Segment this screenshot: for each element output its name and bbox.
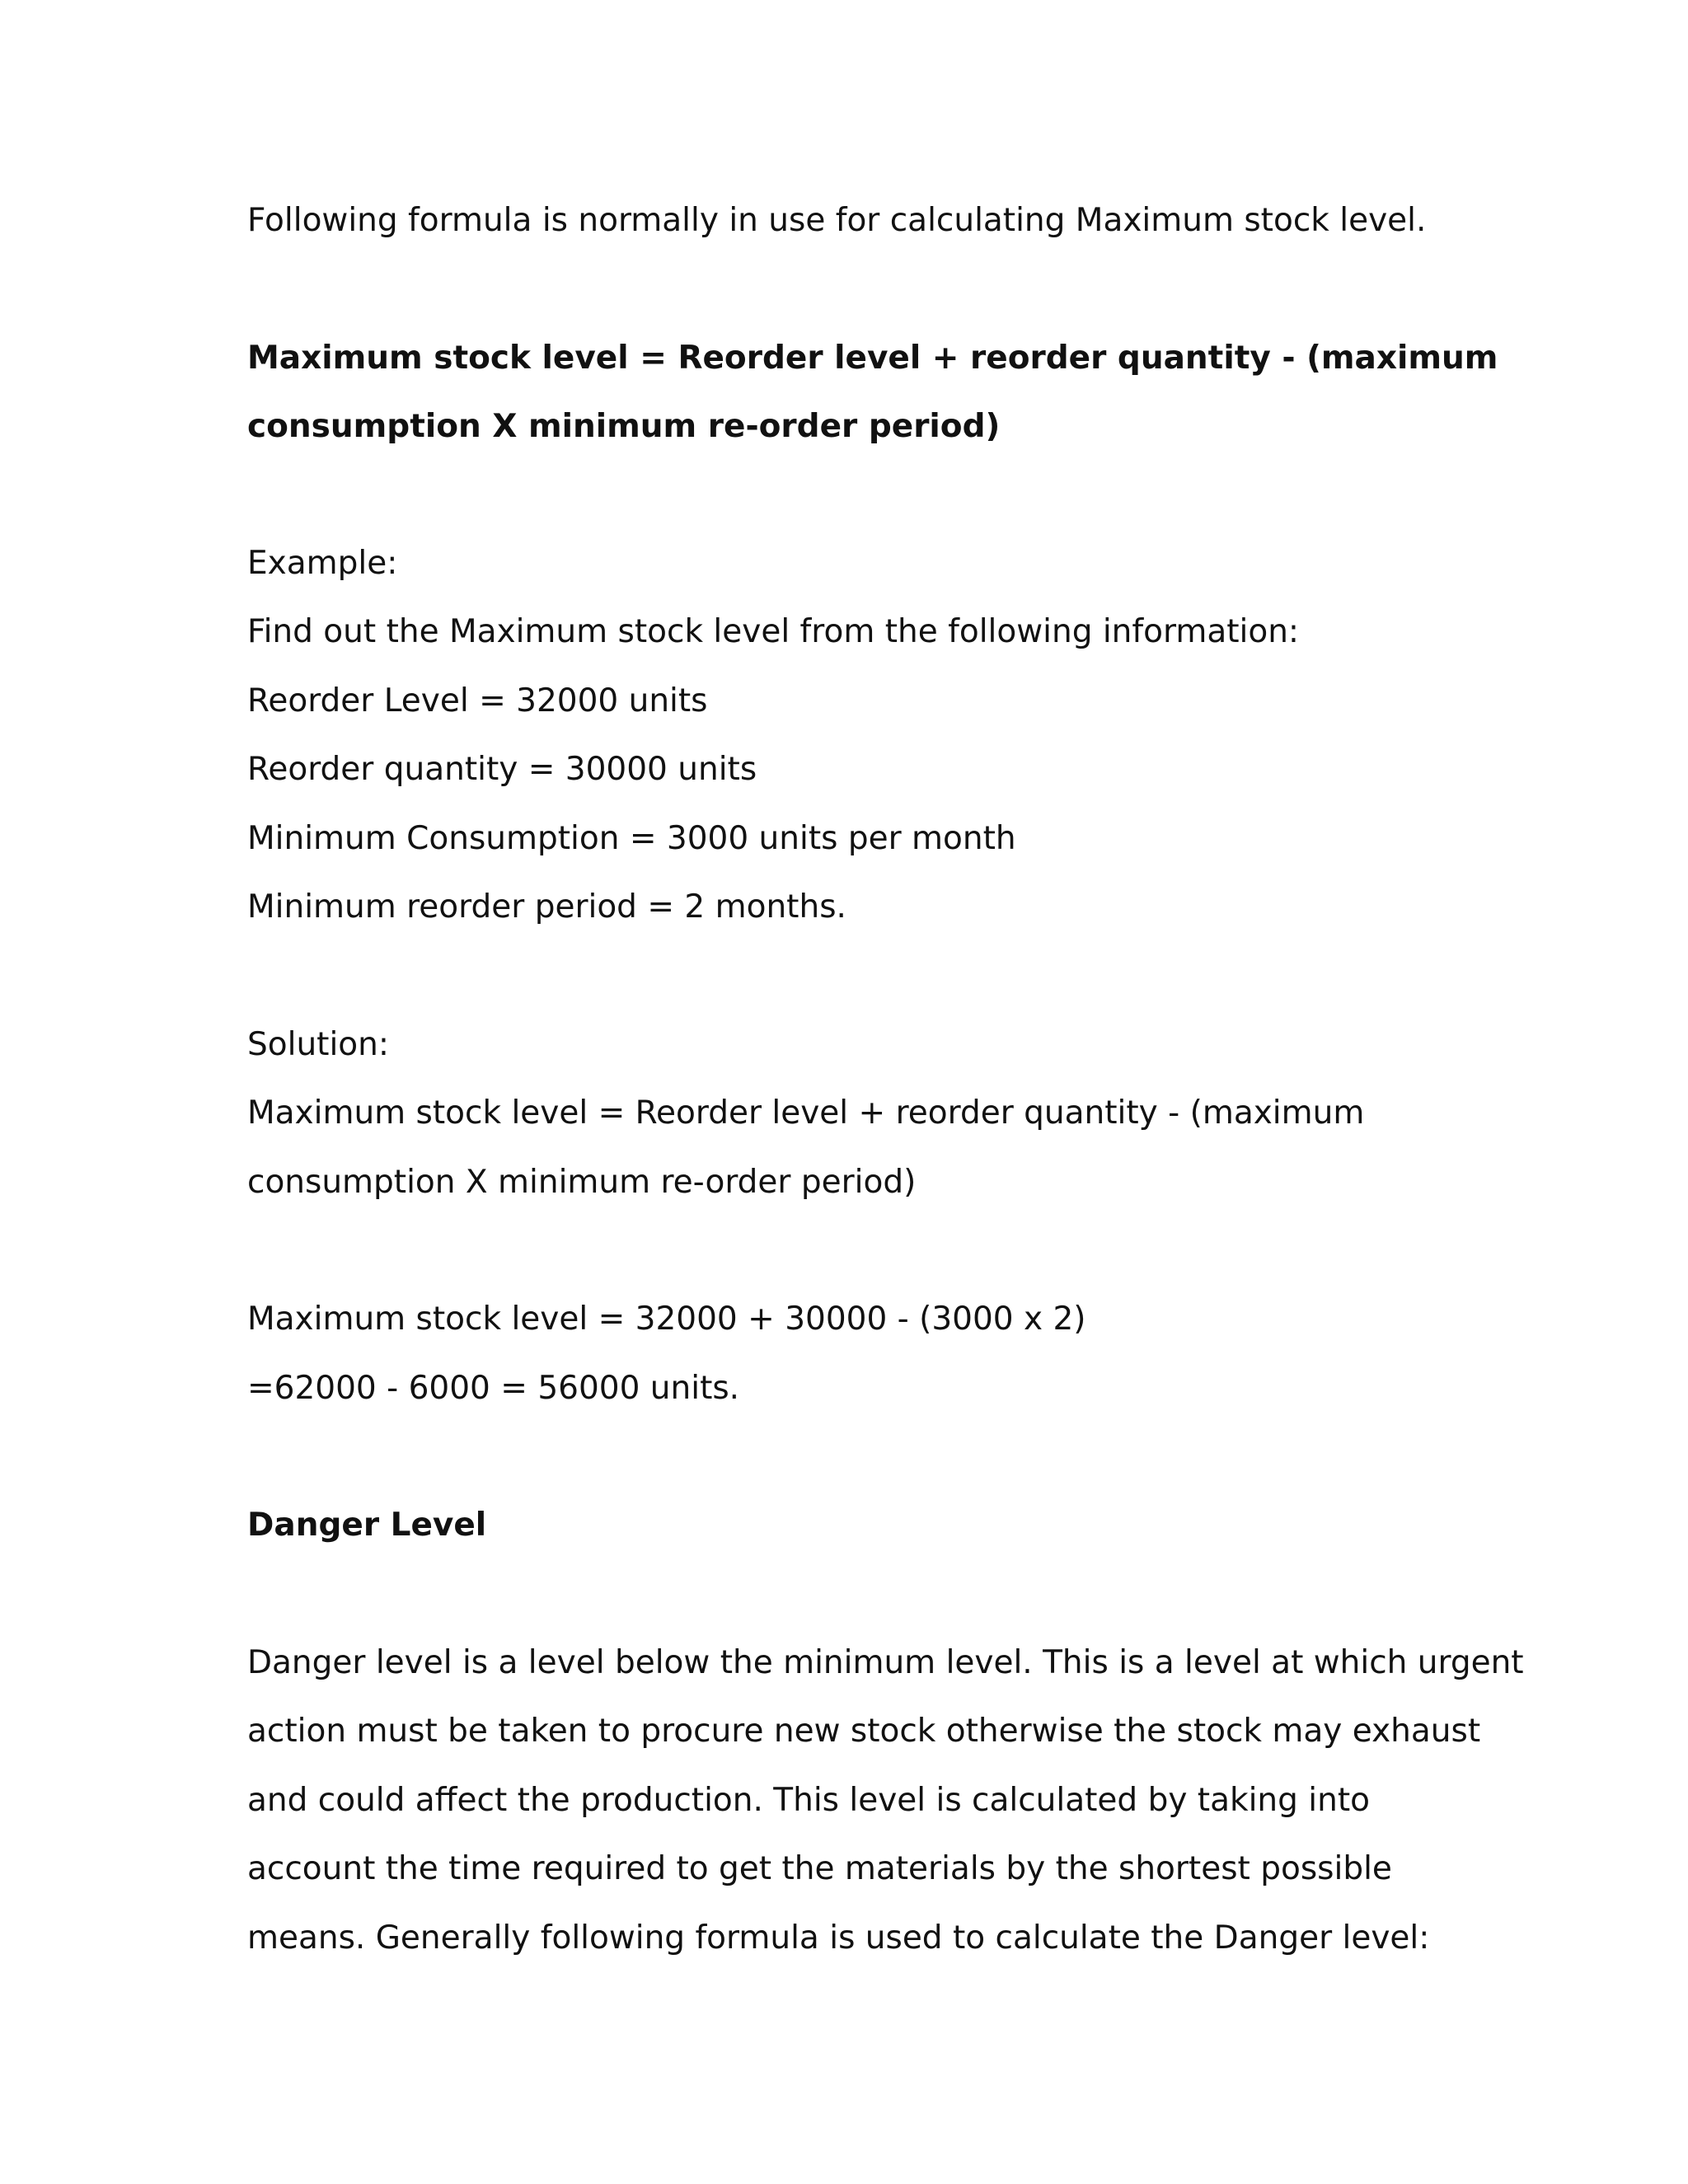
danger-paragraph-line-1: Danger level is a level below the minimum level. This is a level at which urgent (247, 1644, 1524, 1681)
given-minimum-reorder-period: Minimum reorder period = 2 months. (247, 888, 846, 926)
danger-paragraph-line-5: means. Generally following formula is used to calculate the Danger level: (247, 1919, 1430, 1957)
solution-formula-line-1: Maximum stock level = Reorder level + reorder quantity - (maximum (247, 1094, 1365, 1132)
solution-heading: Solution: (247, 1026, 390, 1063)
solution-result-line: =62000 - 6000 = 56000 units. (247, 1370, 740, 1407)
solution-formula-line-2: consumption X minimum re-order period) (247, 1164, 917, 1201)
given-reorder-quantity: Reorder quantity = 30000 units (247, 751, 757, 788)
intro-paragraph: Following formula is normally in use for calculating Maximum stock level. (247, 202, 1427, 239)
solution-calculation-line-1: Maximum stock level = 32000 + 30000 - (3000 x 2) (247, 1301, 1086, 1338)
danger-paragraph-line-3: and could affect the production. This level is calculated by taking into (247, 1782, 1370, 1819)
example-heading: Example: (247, 545, 398, 582)
example-prompt: Find out the Maximum stock level from the following information: (247, 613, 1300, 650)
danger-level-heading: Danger Level (247, 1507, 487, 1544)
danger-paragraph-line-4: account the time required to get the materials by the shortest possible (247, 1850, 1392, 1887)
given-reorder-level: Reorder Level = 32000 units (247, 682, 708, 719)
given-minimum-consumption: Minimum Consumption = 3000 units per month (247, 820, 1016, 857)
danger-paragraph-line-2: action must be taken to procure new stock otherwise the stock may exhaust (247, 1713, 1481, 1750)
formula-line-1: Maximum stock level = Reorder level + reorder quantity - (maximum (247, 340, 1498, 377)
formula-line-2: consumption X minimum re-order period) (247, 408, 1001, 445)
